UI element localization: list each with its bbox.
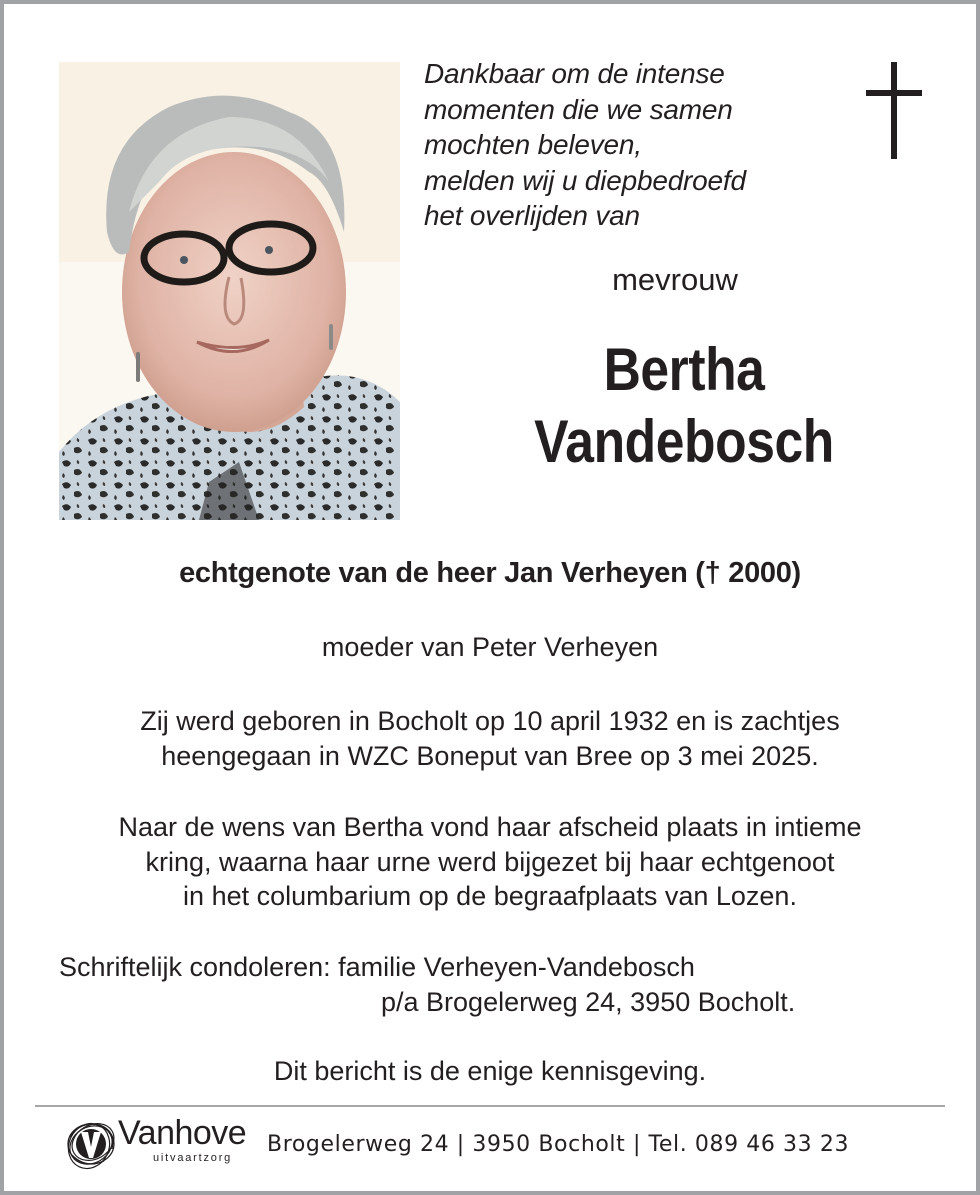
cross-horizontal-bar	[866, 90, 922, 96]
footer-divider	[35, 1105, 945, 1107]
honorific: mevrouw	[612, 262, 738, 297]
condolences-block	[59, 950, 795, 1019]
intro-line: momenten die we samen	[424, 93, 733, 125]
condolences-recipient: familie Verheyen-Vandebosch	[338, 952, 695, 982]
condolences-first-row	[59, 950, 795, 985]
funeral-wish-paragraph	[4, 810, 976, 914]
cross-vertical-bar	[891, 62, 897, 159]
latin-cross-icon	[866, 62, 922, 159]
portrait-photo	[59, 62, 400, 520]
intro-text	[424, 56, 746, 234]
logo-name: Vanhove	[118, 1114, 247, 1152]
footer-contact: Brogelerweg 24 | 3950 Bocholt | Tel. 089 46 33 23	[267, 1132, 850, 1157]
deceased-name	[460, 334, 907, 478]
birth-death-paragraph	[4, 704, 976, 773]
last-name: Vandebosch	[534, 408, 834, 475]
mother-line: moeder van Peter Verheyen	[321, 632, 659, 662]
spouse-line: echtgenote van de heer Jan Verheyen († 2000)	[179, 557, 801, 589]
sole-notice: Dit bericht is de enige kennisgeving.	[273, 1056, 707, 1086]
paragraph-line: kring, waarna haar urne werd bijgezet bij haar echtgenoot	[145, 846, 835, 877]
funeral-home-footer	[64, 1112, 924, 1172]
paragraph-line: heengegaan in WZC Boneput van Bree op 3 mei 2025.	[161, 740, 819, 771]
paragraph-line: Naar de wens van Bertha vond haar afscheid plaats in intieme	[118, 812, 862, 842]
portrait-image	[59, 62, 400, 520]
logo-subtitle: uitvaartzorg	[153, 1152, 233, 1164]
first-name: Bertha	[603, 336, 765, 403]
paragraph-line: Zij werd geboren in Bocholt op 10 april 1932 en is zachtjes	[140, 706, 840, 736]
intro-line: Dankbaar om de intense	[424, 58, 725, 89]
condolences-address: p/a Brogelerweg 24, 3950 Bocholt.	[381, 986, 796, 1017]
intro-line: het overlijden van	[424, 200, 640, 231]
vanhove-logo-icon	[64, 1117, 118, 1171]
condolences-label: Schriftelijk condoleren:	[59, 952, 331, 982]
paragraph-line: in het columbarium op de begraafplaats van Lozen.	[183, 881, 797, 911]
intro-line: mochten beleven,	[424, 129, 642, 160]
obituary-card	[4, 4, 976, 1191]
intro-line: melden wij u diepbedroefd	[424, 164, 746, 196]
